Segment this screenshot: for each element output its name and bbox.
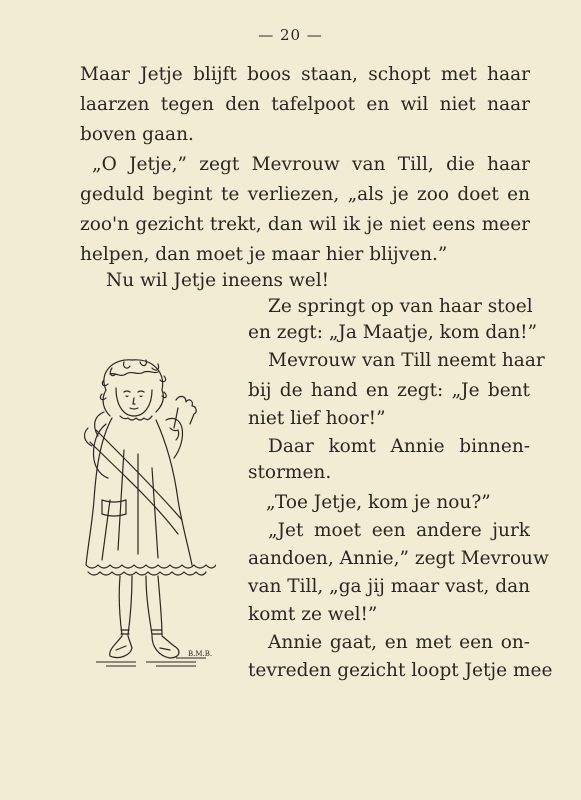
text-line: laarzen tegen den tafelpoot en wil niet naar bbox=[80, 94, 530, 115]
text-line: Maar Jetje blijft boos staan, schopt met haar bbox=[80, 64, 530, 85]
text-line: tevreden gezicht loopt Jetje mee bbox=[248, 660, 553, 681]
text-line: Mevrouw van Till neemt haar bbox=[268, 350, 545, 371]
text-line: bij de hand en zegt: „Je bent bbox=[248, 380, 530, 401]
text-line: komt ze wel!” bbox=[248, 604, 378, 625]
text-line: Ze springt op van haar stoel bbox=[268, 296, 533, 317]
text-line: geduld begint te verliezen, „als je zoo doet en bbox=[80, 184, 530, 205]
text-line: aandoen, Annie,” zegt Mevrouw bbox=[248, 548, 549, 569]
text-line: „O Jetje,” zegt Mevrouw van Till, die haar bbox=[92, 154, 530, 175]
text-line: Daar komt Annie binnen- bbox=[268, 436, 530, 457]
text-line: „Toe Jetje, kom je nou?” bbox=[266, 492, 491, 513]
text-line: en zegt: „Ja Maatje, kom dan!” bbox=[248, 322, 538, 343]
text-line: stormen. bbox=[248, 462, 332, 483]
page-number: — 20 — bbox=[258, 26, 323, 44]
text-line: „Jet moet een andere jurk bbox=[268, 520, 530, 541]
text-line: Annie gaat, en met een on- bbox=[268, 632, 530, 653]
text-line: Nu wil Jetje ineens wel! bbox=[106, 270, 330, 291]
text-line: niet lief hoor!” bbox=[248, 408, 386, 429]
text-line: helpen, dan moet je maar hier blijven.” bbox=[80, 244, 448, 265]
girl-illustration bbox=[66, 350, 216, 690]
text-line: boven gaan. bbox=[80, 124, 194, 145]
text-line: van Till, „ga jij maar vast, dan bbox=[248, 576, 531, 597]
text-line: zoo'n gezicht trekt, dan wil ik je niet eens meer bbox=[80, 214, 530, 235]
monogram-signature: B.M.B. bbox=[188, 650, 213, 658]
